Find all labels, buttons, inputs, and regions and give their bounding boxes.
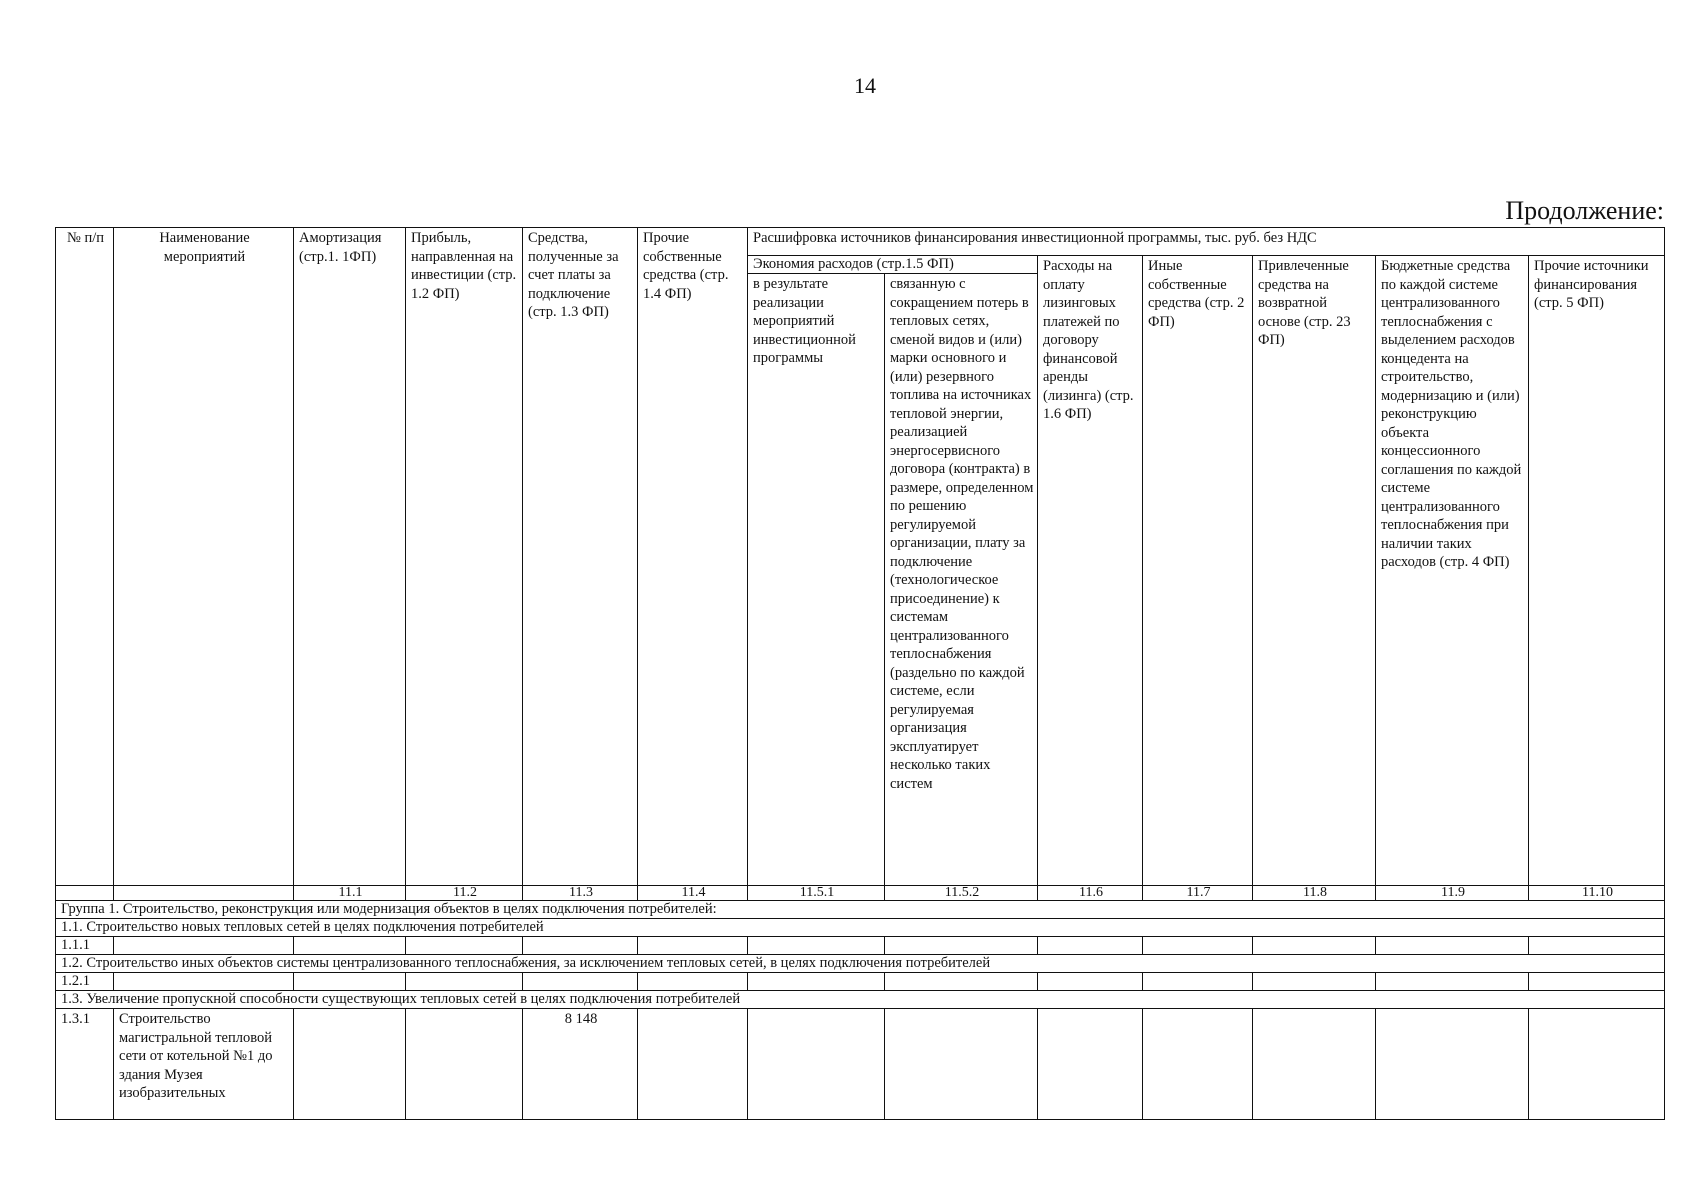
index-cell-empty xyxy=(56,886,114,901)
header-economy: Экономия расходов (стр.1.5 ФП) xyxy=(748,256,1038,274)
financing-table xyxy=(55,227,1665,1120)
header-other-own-funds-2: Иные собственные средства (стр. 2 ФП) xyxy=(1143,256,1253,886)
section-1-1-title: 1.1. Строительство новых тепловых сетей в целях подключения потребителей xyxy=(56,919,1665,937)
section-row xyxy=(56,955,1665,973)
header-other-own-funds: Прочие собственные средства (стр. 1.4 ФП) xyxy=(638,228,748,886)
index-cell: 11.9 xyxy=(1376,886,1529,901)
index-cell: 11.8 xyxy=(1253,886,1376,901)
section-1-2-title: 1.2. Строительство иных объектов системы централизованного теплоснабжения, за исключением тепловых сетей, в целях подключения потребителей xyxy=(56,955,1665,973)
column-index-row xyxy=(56,886,1665,901)
row-number: 1.1.1 xyxy=(56,937,114,955)
index-cell: 11.10 xyxy=(1529,886,1665,901)
header-number: № п/п xyxy=(56,228,114,886)
continuation-label: Продолжение: xyxy=(1505,196,1664,225)
row-measure-name: Строительство магистральной тепловой сети от котельной №1 до здания Музея изобразительных xyxy=(114,1009,294,1120)
page-number: 14 xyxy=(854,73,876,98)
section-row xyxy=(56,991,1665,1009)
header-profit: Прибыль, направленная на инвестиции (стр. 1.2 ФП) xyxy=(406,228,523,886)
header-leasing: Расходы на оплату лизинговых платежей по договору финансовой аренды (лизинга) (стр. 1.6 ФП) xyxy=(1038,256,1143,886)
index-cell: 11.2 xyxy=(406,886,523,901)
section-1-3-title: 1.3. Увеличение пропускной способности существующих тепловых сетей в целях подключения потребителей xyxy=(56,991,1665,1009)
table-row xyxy=(56,973,1665,991)
index-cell: 11.5.1 xyxy=(748,886,885,901)
row-number: 1.2.1 xyxy=(56,973,114,991)
row-number: 1.3.1 xyxy=(56,1009,114,1120)
index-cell: 11.3 xyxy=(523,886,638,901)
header-economy-related: связанную с сокращением потерь в тепловых сетях, сменой видов и (или) марки основного и (или) резервного топлива на источниках тепловой энергии, реализацией энергосервисного договора (контракта) в размере, определенном по решению регулируемой организации, плату за подключение (технологическое присоединение) к системам централизованного теплоснабжения (раздельно по каждой системе, если регулируемая организация эксплуатирует несколько таких систем xyxy=(885,274,1038,886)
header-other-sources: Прочие источники финансирования (стр. 5 ФП) xyxy=(1529,256,1665,886)
table-row xyxy=(56,937,1665,955)
header-sources-group: Расшифровка источников финансирования инвестиционной программы, тыс. руб. без НДС xyxy=(748,228,1665,256)
table-row xyxy=(56,1009,1665,1120)
group-row xyxy=(56,901,1665,919)
index-cell: 11.6 xyxy=(1038,886,1143,901)
header-amortization: Амортизация (стр.1. 1ФП) xyxy=(294,228,406,886)
row-connection-fee-value: 8 148 xyxy=(523,1009,638,1120)
index-cell: 11.1 xyxy=(294,886,406,901)
index-cell: 11.7 xyxy=(1143,886,1253,901)
header-measure-name: Наименование мероприятий xyxy=(114,228,294,886)
header-row-1 xyxy=(56,228,1665,256)
index-cell-empty xyxy=(114,886,294,901)
header-budget-funds: Бюджетные средства по каждой системе централизованного теплоснабжения с выделением расходов концедента на строительство, модернизацию и (или) реконструкцию объекта концессионного соглашения по каждой системе централизованного теплоснабжения при наличии таких расходов (стр. 4 ФП) xyxy=(1376,256,1529,886)
header-borrowed-funds: Привлеченные средства на возвратной основе (стр. 23 ФП) xyxy=(1253,256,1376,886)
index-cell: 11.5.2 xyxy=(885,886,1038,901)
header-connection-fee: Средства, полученные за счет платы за подключение (стр. 1.3 ФП) xyxy=(523,228,638,886)
section-row xyxy=(56,919,1665,937)
index-cell: 11.4 xyxy=(638,886,748,901)
group-1-title: Группа 1. Строительство, реконструкция или модернизация объектов в целях подключения потребителей: xyxy=(56,901,1665,919)
header-economy-result: в результате реализации мероприятий инвестиционной программы xyxy=(748,274,885,886)
